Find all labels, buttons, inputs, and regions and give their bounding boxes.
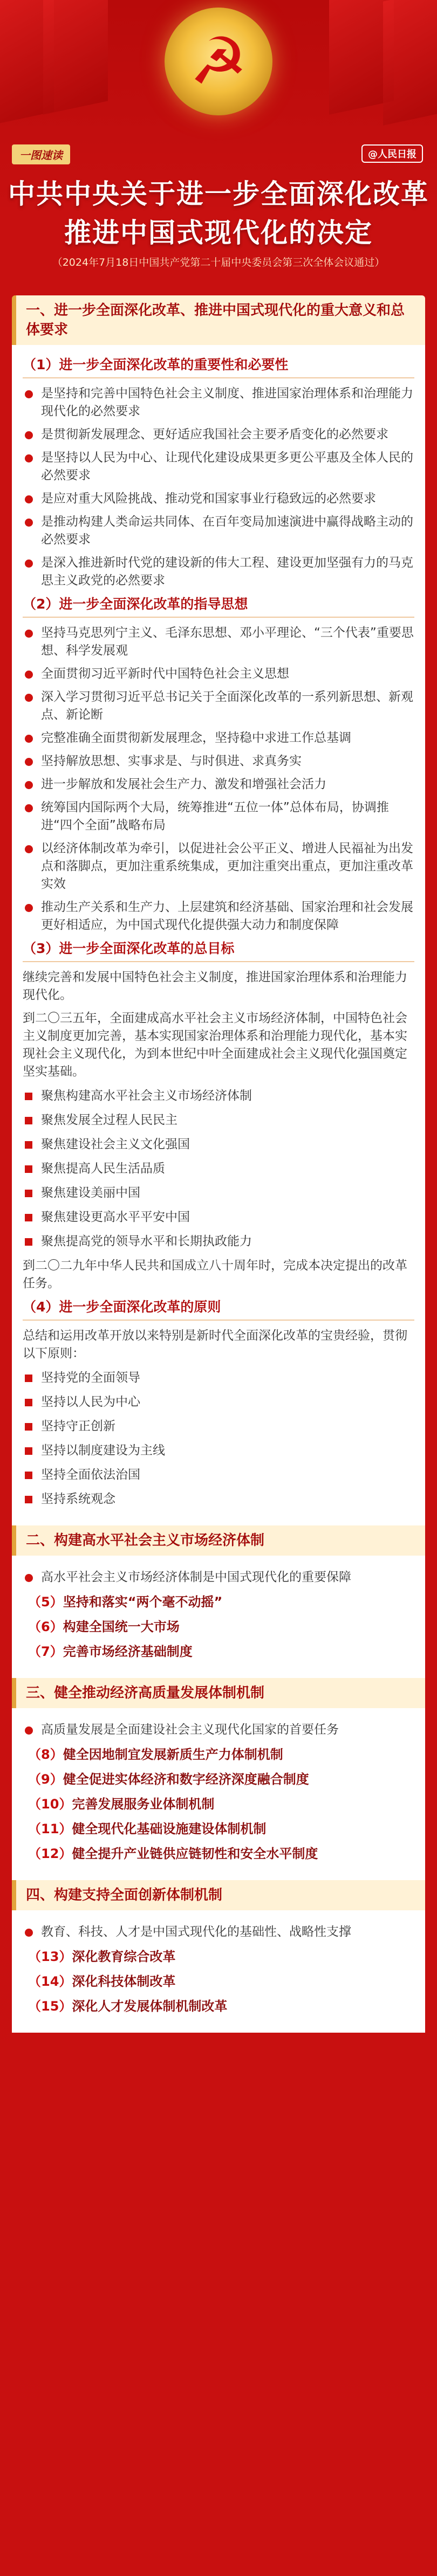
bullet-item: 坚持全面依法治国 xyxy=(23,1466,414,1484)
item-text: 健全促进实体经济和数字经济深度融合制度 xyxy=(63,1772,309,1787)
list-item: 是深入推进新时代党的建设新的伟大工程、建设更加坚强有力的马克思主义政党的必然要求 xyxy=(23,554,414,590)
item-text: 健全提升产业链供应链韧性和安全水平制度 xyxy=(72,1846,318,1861)
item-number: （9） xyxy=(28,1772,63,1787)
bullet-item: 坚持以制度建设为主线 xyxy=(23,1442,414,1460)
brand-logo: @人民日报 xyxy=(361,144,423,163)
item-number: （7） xyxy=(28,1644,63,1659)
item-number: （15） xyxy=(28,1999,72,2014)
bullet-item: 聚焦建设美丽中国 xyxy=(23,1184,414,1202)
numbered-item xyxy=(23,1618,414,1636)
item-number: （8） xyxy=(28,1747,63,1762)
section-body xyxy=(12,345,425,1525)
subsection-title: （2）进一步全面深化改革的指导思想 xyxy=(23,595,414,618)
red-flag-decoration xyxy=(383,0,437,126)
item-number: （12） xyxy=(28,1846,72,1861)
list-item: 全面贯彻习近平新时代中国特色社会主义思想 xyxy=(23,665,414,683)
bullet-item: 坚持党的全面领导 xyxy=(23,1369,414,1387)
list-item: 教育、科技、人才是中国式现代化的基础性、战略性支撑 xyxy=(23,1923,414,1941)
item-text: 深化科技体制改革 xyxy=(72,1974,176,1989)
subsection-title: （1）进一步全面深化改革的重要性和必要性 xyxy=(23,356,414,378)
page-title-line2: 推进中国式现代化的决定 xyxy=(64,217,373,248)
list-item: 坚持解放思想、实事求是、与时俱进、求真务实 xyxy=(23,752,414,770)
numbered-item xyxy=(23,1745,414,1764)
list-item: 高质量发展是全面建设社会主义现代化国家的首要任务 xyxy=(23,1721,414,1739)
item-text: 完善发展服务业体制机制 xyxy=(72,1797,215,1812)
item-text: 完善市场经济基础制度 xyxy=(63,1644,193,1659)
paragraph: 继续完善和发展中国特色社会主义制度，推进国家治理体系和治理能力现代化。 xyxy=(23,970,407,1002)
paragraph: 总结和运用改革开放以来特别是新时代全面深化改革的宝贵经验，贯彻以下原则： xyxy=(23,1329,407,1360)
item-text: 构建全国统一大市场 xyxy=(63,1619,180,1634)
item-text: 健全现代化基础设施建设体制机制 xyxy=(72,1821,267,1836)
numbered-item xyxy=(23,1947,414,1966)
paragraph: 到二〇二九年中华人民共和国成立八十周年时，完成本决定提出的改革任务。 xyxy=(23,1259,407,1290)
red-flag-decoration xyxy=(43,0,108,115)
bullet-item: 坚持以人民为中心 xyxy=(23,1393,414,1411)
item-number: （10） xyxy=(28,1797,72,1812)
list-item: 是应对重大风险挑战、推动党和国家事业行稳致远的必然要求 xyxy=(23,490,414,508)
section-title: 二、构建高水平社会主义市场经济体制 xyxy=(12,1525,425,1556)
bullet-item: 聚焦提高人民生活品质 xyxy=(23,1160,414,1178)
content xyxy=(12,295,425,2033)
header-banner xyxy=(0,0,437,286)
numbered-item xyxy=(23,1642,414,1661)
section-body xyxy=(12,1910,425,2033)
list-item: 是坚持和完善中国特色社会主义制度、推进国家治理体系和治理能力现代化的必然要求 xyxy=(23,385,414,420)
item-number: （6） xyxy=(28,1619,63,1634)
numbered-item xyxy=(23,1795,414,1813)
list-item: 是推动构建人类命运共同体、在百年变局加速演进中赢得战略主动的必然要求 xyxy=(23,513,414,549)
tag-label: 一图速读 xyxy=(12,144,70,164)
bullet-item: 坚持守正创新 xyxy=(23,1418,414,1435)
subsection-title: （3）进一步全面深化改革的总目标 xyxy=(23,940,414,962)
bullet-item: 坚持系统观念 xyxy=(23,1490,414,1508)
item-number: （5） xyxy=(28,1594,63,1610)
bullet-item: 聚焦发展全过程人民民主 xyxy=(23,1111,414,1129)
numbered-item xyxy=(23,1770,414,1788)
list-item: 是坚持以人民为中心、让现代化建设成果更多更公平惠及全体人民的必然要求 xyxy=(23,449,414,485)
numbered-item xyxy=(23,1997,414,2015)
numbered-item xyxy=(23,1820,414,1838)
item-number: （13） xyxy=(28,1949,72,1964)
bullet-item: 聚焦建设社会主义文化强国 xyxy=(23,1136,414,1154)
section-body xyxy=(12,1556,425,1678)
section-title: 三、健全推动经济高质量发展体制机制 xyxy=(12,1678,425,1708)
item-number: （14） xyxy=(28,1974,72,1989)
bullet-item: 聚焦构建高水平社会主义市场经济体制 xyxy=(23,1087,414,1105)
list-item: 推动生产关系和生产力、上层建筑和经济基础、国家治理和社会发展更好相适应，为中国式现代化提供强大动力和制度保障 xyxy=(23,899,414,934)
section-body xyxy=(12,1708,425,1880)
numbered-item xyxy=(23,1593,414,1611)
list-item: 坚持马克思列宁主义、毛泽东思想、邓小平理论、“三个代表”重要思想、科学发展观 xyxy=(23,624,414,660)
bullet-item: 聚焦建设更高水平平安中国 xyxy=(23,1208,414,1226)
item-text: 深化教育综合改革 xyxy=(72,1949,176,1964)
list-item: 进一步解放和发展社会生产力、激发和增强社会活力 xyxy=(23,776,414,793)
bullet-item: 聚焦提高党的领导水平和长期执政能力 xyxy=(23,1233,414,1251)
item-number: （11） xyxy=(28,1821,72,1836)
numbered-item xyxy=(23,1972,414,1991)
list-item: 以经济体制改革为牵引，以促进社会公平正义、增进人民福祉为出发点和落脚点，更加注重系统集成，更加注重突出重点，更加注重改革实效 xyxy=(23,840,414,893)
subsection-title: （4）进一步全面深化改革的原则 xyxy=(23,1298,414,1321)
list-item: 是贯彻新发展理念、更好适应我国社会主要矛盾变化的必然要求 xyxy=(23,426,414,444)
section-title: 四、构建支持全面创新体制机制 xyxy=(12,1880,425,1910)
numbered-item xyxy=(23,1845,414,1863)
list-item: 完整准确全面贯彻新发展理念，坚持稳中求进工作总基调 xyxy=(23,729,414,747)
page-title-line1: 中共中央关于进一步全面深化改革 xyxy=(8,178,429,210)
list-item: 统筹国内国际两个大局，统筹推进“五位一体”总体布局，协调推进“四个全面”战略布局 xyxy=(23,799,414,834)
paragraph: 到二〇三五年，全面建成高水平社会主义市场经济体制，中国特色社会主义制度更加完善，基本实现国家治理体系和治理能力现代化，基本实现社会主义现代化，为到本世纪中叶全面建成社会主义现代化强国奠定坚实基础。 xyxy=(23,1011,407,1079)
item-text: 坚持和落实“两个毫不动摇” xyxy=(63,1594,223,1610)
party-emblem-icon: ☭ xyxy=(165,8,272,115)
page-subtitle: （2024年7月18日中国共产党第二十届中央委员会第三次全体会议通过） xyxy=(52,257,385,268)
list-item: 高水平社会主义市场经济体制是中国式现代化的重要保障 xyxy=(23,1569,414,1586)
item-text: 健全因地制宜发展新质生产力体制机制 xyxy=(63,1747,283,1762)
item-text: 深化人才发展体制机制改革 xyxy=(72,1999,228,2014)
list-item: 深入学习贯彻习近平总书记关于全面深化改革的一系列新思想、新观点、新论断 xyxy=(23,688,414,724)
section-title: 一、进一步全面深化改革、推进中国式现代化的重大意义和总体要求 xyxy=(12,295,425,345)
